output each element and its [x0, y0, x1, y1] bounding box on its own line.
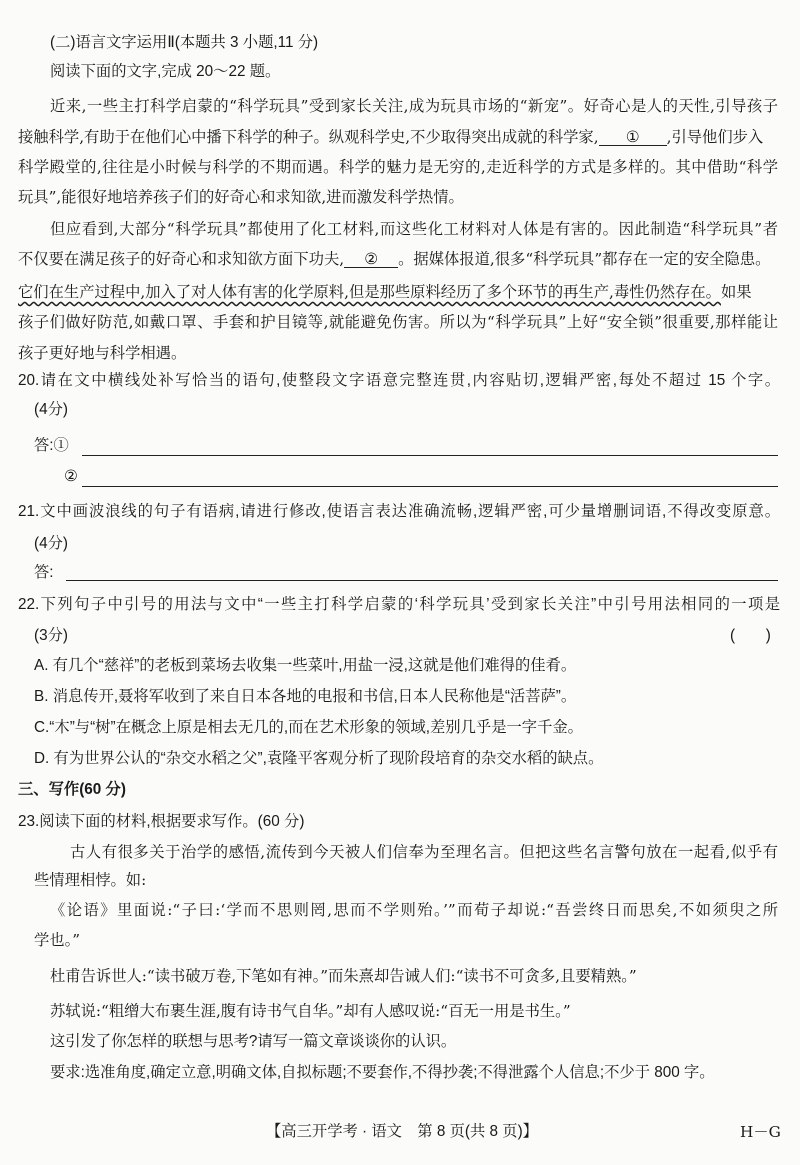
- option-c: C.“木”与“树”在概念上原是相去无几的,而在艺术形象的领域,差别几乎是一字千金。: [34, 719, 583, 736]
- material-line: 苏轼说:“粗缯大布裹生涯,腹有诗书气自华。”却有人感叹说:“百无一用是书生。”: [50, 1002, 571, 1020]
- wavy-underlined-sentence: 它们在生产过程中,加入了对人体有害的化学原料,但是那些原料经历了多个环节的再生产,毒性仍然存在。: [18, 283, 721, 301]
- material-line: 杜甫告诉世人:“读书破万卷,下笔如有神。”而朱熹却告诫人们:“读书不可贪多,且要精熟。”: [50, 967, 637, 985]
- passage-text: 不仅要在满足孩子的好奇心和求知欲方面下功夫,: [18, 250, 345, 268]
- question-score: (4分): [34, 401, 68, 418]
- blank-1: ①: [599, 129, 667, 146]
- passage-line: 孩子更好地与科学相遇。: [18, 344, 187, 362]
- passage-line: [18, 282, 778, 302]
- option-b: B. 消息传开,聂将军收到了来自日本各地的电报和书信,日本人民称他是“活菩萨”。: [34, 688, 577, 705]
- question-23: 23.阅读下面的材料,根据要求写作。(60 分): [18, 813, 305, 830]
- passage-line: 但应看到,大部分“科学玩具”都使用了化工材料,而这些化工材料对人体是有害的。因此制造“科学玩具”者: [50, 220, 778, 238]
- material-line: 些情理相悖。如:: [34, 871, 147, 889]
- prompt-line: 这引发了你怎样的联想与思考?请写一篇文章谈谈你的认识。: [50, 1033, 457, 1050]
- instruction: 阅读下面的文字,完成 20～22 题。: [50, 63, 281, 80]
- blank-2: ②: [344, 251, 398, 268]
- answer-line[interactable]: [66, 580, 778, 581]
- question-score: (3分): [34, 627, 68, 644]
- passage-line: 科学殿堂的,往往是小时候与科学的不期而遇。科学的魅力是无穷的,走近科学的方式是多样的。其中借助“科学: [18, 158, 778, 176]
- question-text: 21.文中画波浪线的句子有语病,请进行修改,使语言表达准确流畅,逻辑严密,可少量增删词语,不得改变原意。: [18, 503, 780, 520]
- passage-text: 接触科学,有助于在他们心中播下科学的种子。纵观科学史,不少取得突出成就的科学家,: [18, 128, 599, 146]
- passage-line: [18, 127, 778, 147]
- material-line: 古人有很多关于治学的感悟,流传到今天被人们信奉为至理名言。但把这些名言警句放在一起看,似乎有: [70, 843, 778, 861]
- question-text: 22.下列句子中引号的用法与文中“一些主打科学启蒙的‘科学玩具’受到家长关注”中引号用法相同的一项是: [18, 596, 780, 613]
- answer-line-2[interactable]: [82, 486, 778, 487]
- material-line: 《论语》里面说:“子曰:‘学而不思则罔,思而不学则殆。’”而荀子却说:“吾尝终日而思矣,不如须臾之所: [50, 901, 778, 919]
- passage-text: 。据媒体报道,很多“科学玩具”都存在一定的安全隐患。: [398, 250, 771, 268]
- requirements-line: 要求:选准角度,确定立意,明确文体,自拟标题;不要套作,不得抄袭;不得泄露个人信息;不少于 800 字。: [50, 1064, 715, 1081]
- material-line: 学也。”: [34, 931, 81, 949]
- passage-text: ,引导他们步入: [666, 128, 764, 146]
- answer-bracket[interactable]: ( ): [730, 627, 771, 644]
- passage-line: 孩子们做好防范,如戴口罩、手套和护目镜等,就能避免伤害。所以为“科学玩具”上好“安全锁”很重要,那样能让: [18, 313, 778, 331]
- passage-line: 近来,一些主打科学启蒙的“科学玩具”受到家长关注,成为玩具市场的“新宠”。好奇心是人的天性,引导孩子: [50, 97, 778, 115]
- answer-label: 答:: [34, 564, 54, 581]
- answer-label: ②: [64, 468, 78, 485]
- option-d: D. 有为世界公认的“杂交水稻之父”,袁隆平客观分析了现阶段培育的杂交水稻的缺点。: [34, 750, 604, 767]
- answer-label: 答:①: [34, 437, 69, 454]
- writing-header: 三、写作(60 分): [18, 781, 126, 798]
- question-score: (4分): [34, 535, 68, 552]
- question-text: 20.请在文中横线处补写恰当的语句,使整段文字语意完整连贯,内容贴切,逻辑严密,每处不超过 15 个字。: [18, 372, 780, 389]
- page-footer: 【高三开学考 · 语文 第 8 页(共 8 页)】: [266, 1123, 538, 1140]
- section-header: (二)语言文字运用Ⅱ(本题共 3 小题,11 分): [50, 34, 319, 51]
- passage-text: 如果: [720, 283, 752, 301]
- paper-code: H－G: [740, 1123, 781, 1141]
- passage-line: 玩具”,能很好地培养孩子们的好奇心和求知欲,进而激发科学热情。: [18, 188, 464, 206]
- passage-line: [18, 249, 778, 269]
- answer-line-1[interactable]: [82, 455, 778, 456]
- option-a: A. 有几个“慈祥”的老板到菜场去收集一些菜叶,用盐一浸,这就是他们难得的佳肴。: [34, 657, 577, 674]
